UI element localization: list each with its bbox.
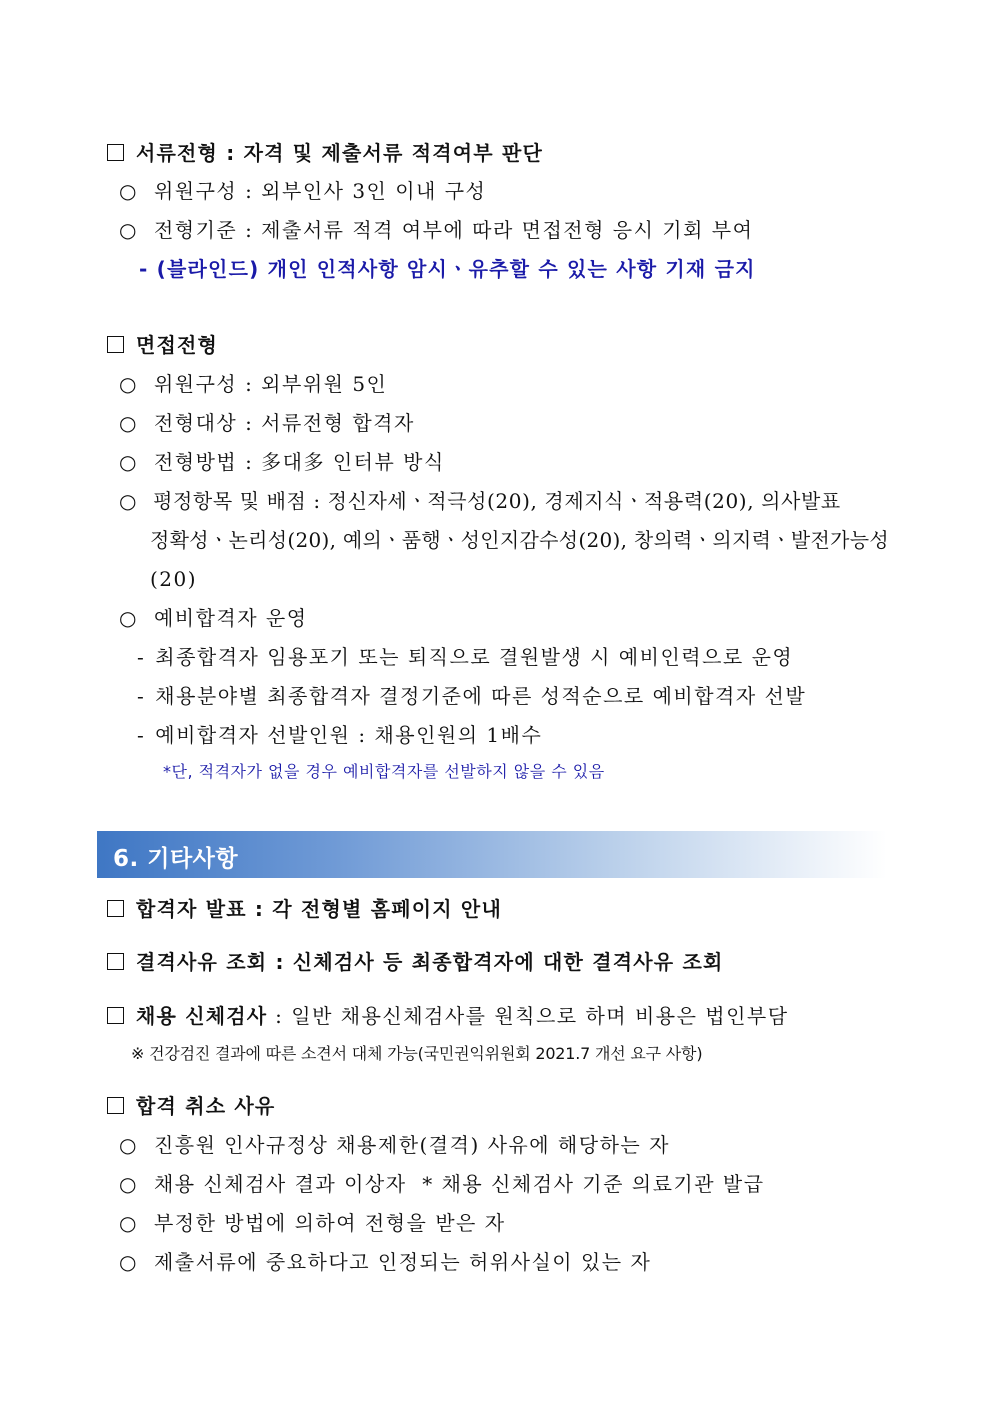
section-header-bar [97, 831, 887, 878]
list-item: ○ 위원구성 : 외부위원 5인 [119, 372, 388, 396]
checkbox-square-icon [107, 144, 124, 161]
list-item: ○ 전형방법 : 多대多 인터뷰 방식 [119, 450, 445, 474]
sub-list-item: - 최종합격자 임용포기 또는 퇴직으로 결원발생 시 예비인력으로 운영 [137, 645, 794, 669]
list-item: ○ 부정한 방법에 의하여 전형을 받은 자 [119, 1211, 506, 1235]
circle-bullet-icon: ○ [119, 179, 138, 203]
doc-screening-title: 서류전형 : 자격 및 제출서류 적격여부 판단 [136, 141, 544, 165]
checkbox-square-icon [107, 1097, 124, 1114]
medical-check-heading [107, 1002, 789, 1030]
scoring-continuation: (20) [150, 567, 198, 591]
sub-list-item: - 채용분야별 최종합격자 결정기준에 따른 성적순으로 예비합격자 선발 [137, 684, 807, 708]
medical-check-text: : 일반 채용신체검사를 원칙으로 하며 비용은 법인부담 [267, 1004, 789, 1028]
reserve-note: *단, 적격자가 없을 경우 예비합격자를 선발하지 않을 수 있음 [163, 762, 605, 781]
list-item: ○ 진흥원 인사규정상 채용제한(결격) 사유에 해당하는 자 [119, 1133, 670, 1157]
circle-bullet-icon: ○ [119, 372, 138, 396]
circle-bullet-icon: ○ [119, 606, 138, 630]
list-item: ○ 평정항목 및 배점 : 정신자세ㆍ적극성(20), 경제지식ㆍ적용력(20), 의사발표 [119, 489, 841, 513]
list-item: ○ 채용 신체검사 결과 이상자 * 채용 신체검사 기준 의료기관 발급 [119, 1172, 765, 1196]
announcement-heading: 합격자 발표 : 각 전형별 홈페이지 안내 [107, 895, 502, 923]
list-item: ○ 예비합격자 운영 [119, 606, 308, 630]
list-item: ○ 제출서류에 중요하다고 인정되는 허위사실이 있는 자 [119, 1250, 652, 1274]
circle-bullet-icon: ○ [119, 218, 138, 242]
checkbox-square-icon [107, 900, 124, 917]
interview-heading [107, 331, 218, 359]
circle-bullet-icon: ○ [119, 489, 138, 513]
circle-bullet-icon: ○ [119, 1133, 138, 1157]
checkbox-square-icon [107, 336, 124, 353]
doc-screening-heading [107, 139, 543, 167]
scoring-continuation: 정확성ㆍ논리성(20), 예의ㆍ품행ㆍ성인지감수성(20), 창의력ㆍ의지력ㆍ발전가능성 [150, 528, 889, 552]
list-item: ○ 전형기준 : 제출서류 적격 여부에 따라 면접전형 응시 기회 부여 [119, 218, 754, 242]
sub-list-item: - 예비합격자 선발인원 : 채용인원의 1배수 [137, 723, 543, 747]
circle-bullet-icon: ○ [119, 1211, 138, 1235]
circle-bullet-icon: ○ [119, 1250, 138, 1274]
circle-bullet-icon: ○ [119, 450, 138, 474]
blind-notice: - (블라인드) 개인 인적사항 암시ㆍ유추할 수 있는 사항 기재 금지 [139, 257, 756, 281]
section-title: 6. 기타사항 [113, 846, 239, 872]
list-item: ○ 전형대상 : 서류전형 합격자 [119, 411, 415, 435]
checkbox-square-icon [107, 1007, 124, 1024]
cancellation-heading: 합격 취소 사유 [107, 1092, 275, 1120]
interview-title: 면접전형 [136, 333, 219, 357]
medical-note: ※ 건강검진 결과에 따른 소견서 대체 가능(국민권익위원회 2021.7 개선 요구 사항) [131, 1044, 703, 1063]
checkbox-square-icon [107, 953, 124, 970]
list-item: ○ 위원구성 : 외부인사 3인 이내 구성 [119, 179, 487, 203]
circle-bullet-icon: ○ [119, 411, 138, 435]
medical-check-label: 채용 신체검사 [136, 1004, 268, 1028]
circle-bullet-icon: ○ [119, 1172, 138, 1196]
disqualification-heading: 결격사유 조회 : 신체검사 등 최종합격자에 대한 결격사유 조회 [107, 948, 724, 976]
